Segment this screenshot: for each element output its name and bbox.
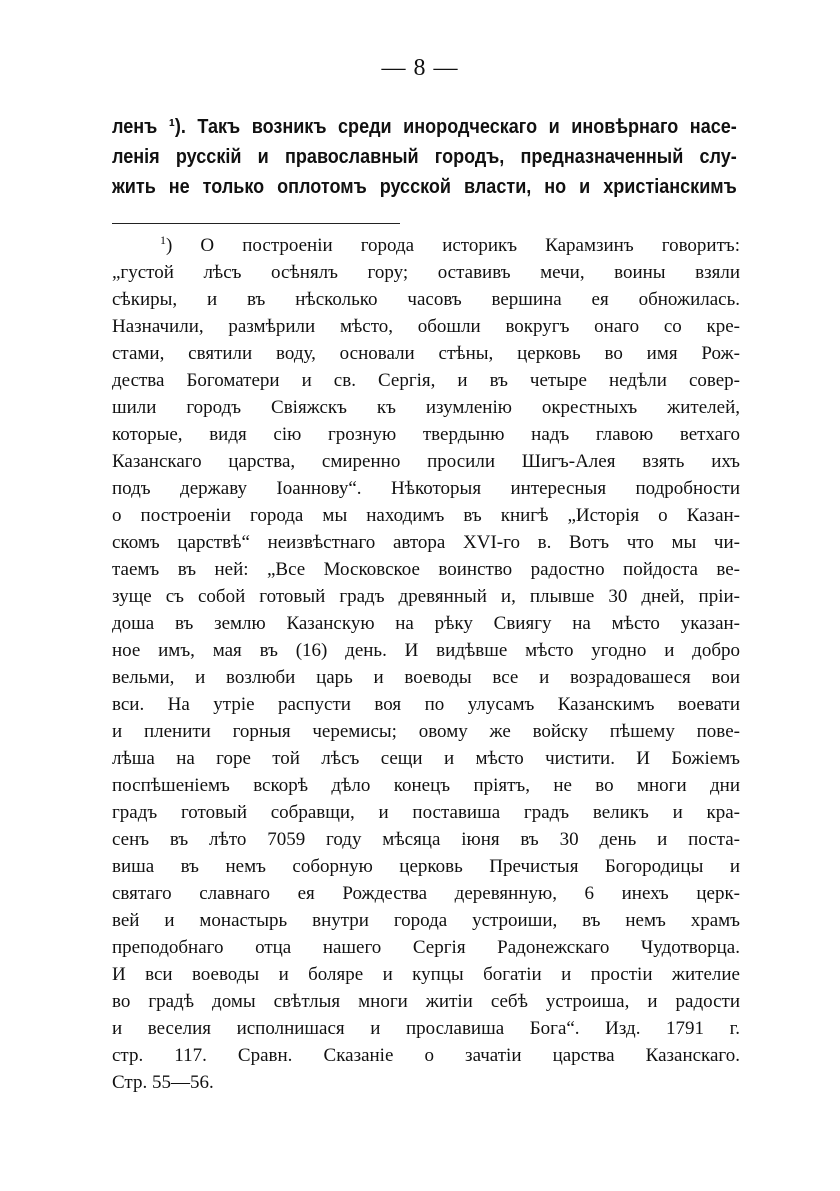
footnote-line: святаго славнаго ея Рождества деревянную, 6 инехъ церк-	[112, 883, 740, 904]
footnote-line: сенъ въ лѣто 7059 году мѣсяца іюня въ 30 день и поста-	[112, 829, 740, 850]
footnote-line: вей и монастырь внутри города устроиши, въ немъ храмъ	[112, 910, 740, 931]
footnote-line: скомъ царствѣ“ неизвѣстнаго автора XVI-го в. Вотъ что мы чи-	[112, 532, 740, 553]
main-text-line: ленія русскій и православный городъ, предназначенный слу-	[112, 145, 737, 168]
footnote-line: и веселия исполнишася и прославиша Бога“. Изд. 1791 г.	[112, 1018, 740, 1039]
footnote-line: шили городъ Свіяжскъ къ изумленію окрестныхъ жителей,	[112, 397, 740, 418]
footnote-line: которые, видя сію грозную твердыню надъ главою ветхаго	[112, 424, 740, 445]
footnote-line: подъ державу Іоаннову“. Нѣкоторыя интересныя подробности	[112, 478, 740, 499]
main-text-line: ленъ ¹). Такъ возникъ среди инородческаго и иновѣрнаго насе-	[112, 115, 737, 138]
footnote-line: Стр. 55—56.	[112, 1072, 214, 1093]
footnote-line: виша въ немъ соборную церковь Пречистыя Богородицы и	[112, 856, 740, 877]
footnote-line: ное имъ, мая въ (16) день. И видѣвше мѣсто угодно и добро	[112, 640, 740, 661]
main-text-line: жить не только оплотомъ русской власти, но и христіанскимъ	[112, 175, 737, 198]
footnote-line: вси. На утріе распусти воя по улусамъ Казанскимъ воевати	[112, 694, 740, 715]
footnote-line: во градѣ домы свѣтлыя многи житіи себѣ устроиша, и радости	[112, 991, 740, 1012]
footnote-line: Назначили, размѣрили мѣсто, обошли вокругъ онаго со кре-	[112, 316, 740, 337]
footnote-line	[112, 232, 740, 259]
footnote	[112, 232, 740, 1096]
footnote-line: стр. 117. Сравн. Сказаніе о зачатіи царства Казанскаго.	[112, 1045, 740, 1066]
footnote-line: о построеніи города мы находимъ въ книгѣ „Исторія о Казан-	[112, 505, 740, 526]
footnote-line: и пленити горныя черемисы; овому же войску пѣшему повe-	[112, 721, 740, 742]
footnote-line: сѣкиры, и въ нѣсколько часовъ вершина ея обножилась.	[112, 289, 740, 310]
footnote-divider	[112, 223, 400, 224]
footnote-line: поспѣшеніемъ вскорѣ дѣло конецъ пріятъ, не во многи дни	[112, 775, 740, 796]
footnote-line: „густой лѣсъ осѣнялъ гору; оставивъ мечи, воины взяли	[112, 262, 740, 283]
footnote-line: градъ готовый собравщи, и поставиша градъ великъ и кра-	[112, 802, 740, 823]
footnote-line: преподобнаго отца нашего Сергія Радонежскаго Чудотворца.	[112, 937, 740, 958]
footnote-line-text: ) О построеніи города историкъ Карамзинъ говоритъ:	[166, 235, 740, 256]
main-text	[112, 112, 737, 202]
footnote-line: Казанскаго царства, смиренно просили Шигъ-Алея взять ихъ	[112, 451, 740, 472]
page-number: — 8 —	[381, 55, 459, 81]
footnote-line: вельми, и возлюби царь и воеводы все и возрадовашеся вои	[112, 667, 740, 688]
footnote-line: И вси воеводы и боляре и купцы богатіи и простіи жителие	[112, 964, 740, 985]
footnote-line: лѣша на горе той лѣсъ сещи и мѣсто чистити. И Божіемъ	[112, 748, 740, 769]
footnote-line: доша въ землю Казанскую на рѣку Свиягу на мѣсто указан-	[112, 613, 740, 634]
footnote-marker: 1	[160, 233, 166, 247]
footnote-line: таемъ въ ней: „Все Московское воинство радостно пойдоста ве-	[112, 559, 740, 580]
footnote-line: стами, святили воду, основали стѣны, церковь во имя Рож-	[112, 343, 740, 364]
footnote-line: дества Богоматери и св. Сергія, и въ четыре недѣли совер-	[112, 370, 740, 391]
footnote-line: зуще съ собой готовый градъ древянный и, плывше 30 дней, пріи-	[112, 586, 740, 607]
